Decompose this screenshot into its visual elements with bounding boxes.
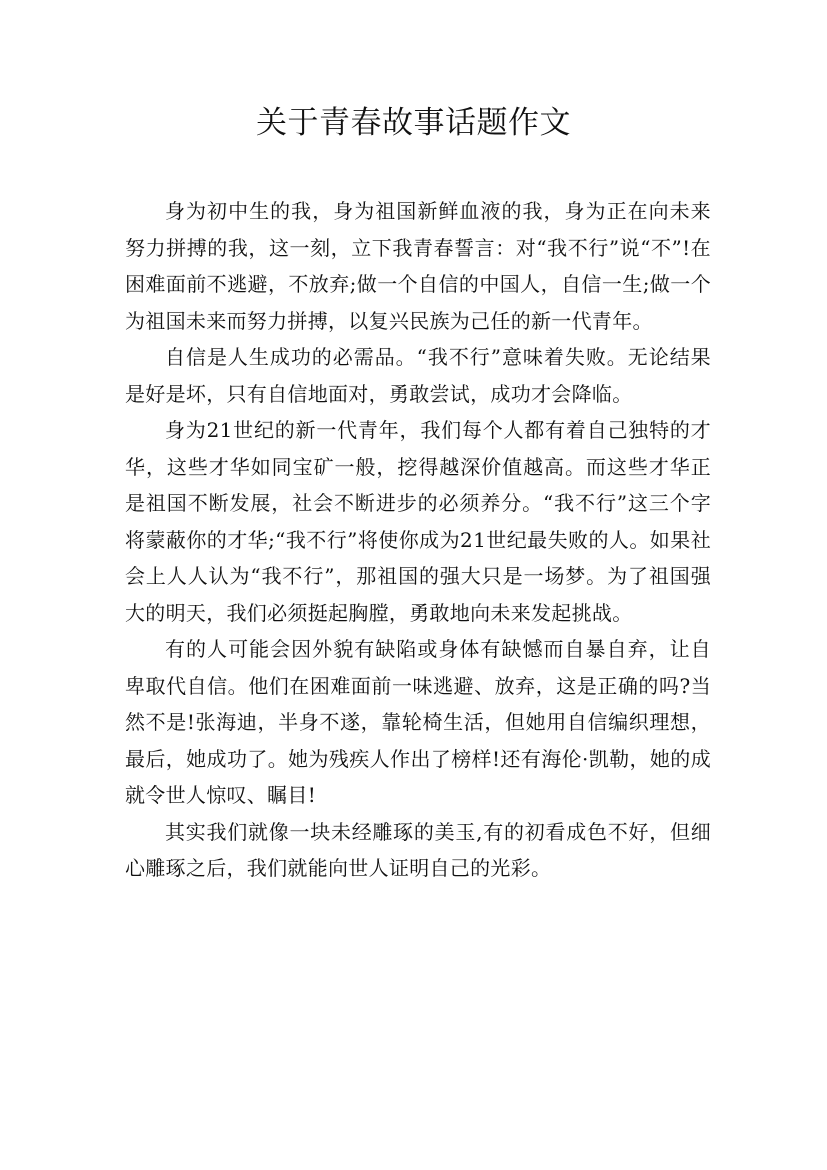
document-title: 关于青春故事话题作文 [256, 105, 571, 141]
paragraph-3: 身为21世纪的新一代青年，我们每个人都有着自己独特的才华，这些才华如同宝矿一般，挖得越深价值越高。而这些才华正是祖国不断发展，社会不断进步的必须养分。“我不行”这三个字将蒙蔽你的才华;“我不行”将使你成为21世纪最失败的人。如果社会上人人认为“我不行”，那祖国的强大只是一场梦。为了祖国强大的明天，我们必须挺起胸膛，勇敢地向未来发起挑战。 [125, 418, 711, 625]
paragraph-1: 身为初中生的我，身为祖国新鲜血液的我，身为正在向未来努力拼搏的我，这一刻，立下我青春誓言：对“我不行”说“不”!在困难面前不逃避，不放弃;做一个自信的中国人，自信一生;做一个为祖国未来而努力拼搏，以复兴民族为己任的新一代青年。 [125, 199, 711, 333]
paragraph-5: 其实我们就像一块未经雕琢的美玉,有的初看成色不好，但细心雕琢之后，我们就能向世人证明自己的光彩。 [125, 819, 711, 880]
paragraph-4: 有的人可能会因外貌有缺陷或身体有缺憾而自暴自弃，让自卑取代自信。他们在困难面前一味逃避、放弃，这是正确的吗?当然不是!张海迪，半身不遂，靠轮椅生活，但她用自信编织理想，最后，她成功了。她为残疾人作出了榜样!还有海伦·凯勒，她的成就令世人惊叹、瞩目! [125, 637, 711, 807]
paragraph-2: 自信是人生成功的必需品。“我不行”意味着失败。无论结果是好是坏，只有自信地面对，勇敢尝试，成功才会降临。 [125, 345, 711, 406]
document-body [125, 193, 711, 887]
